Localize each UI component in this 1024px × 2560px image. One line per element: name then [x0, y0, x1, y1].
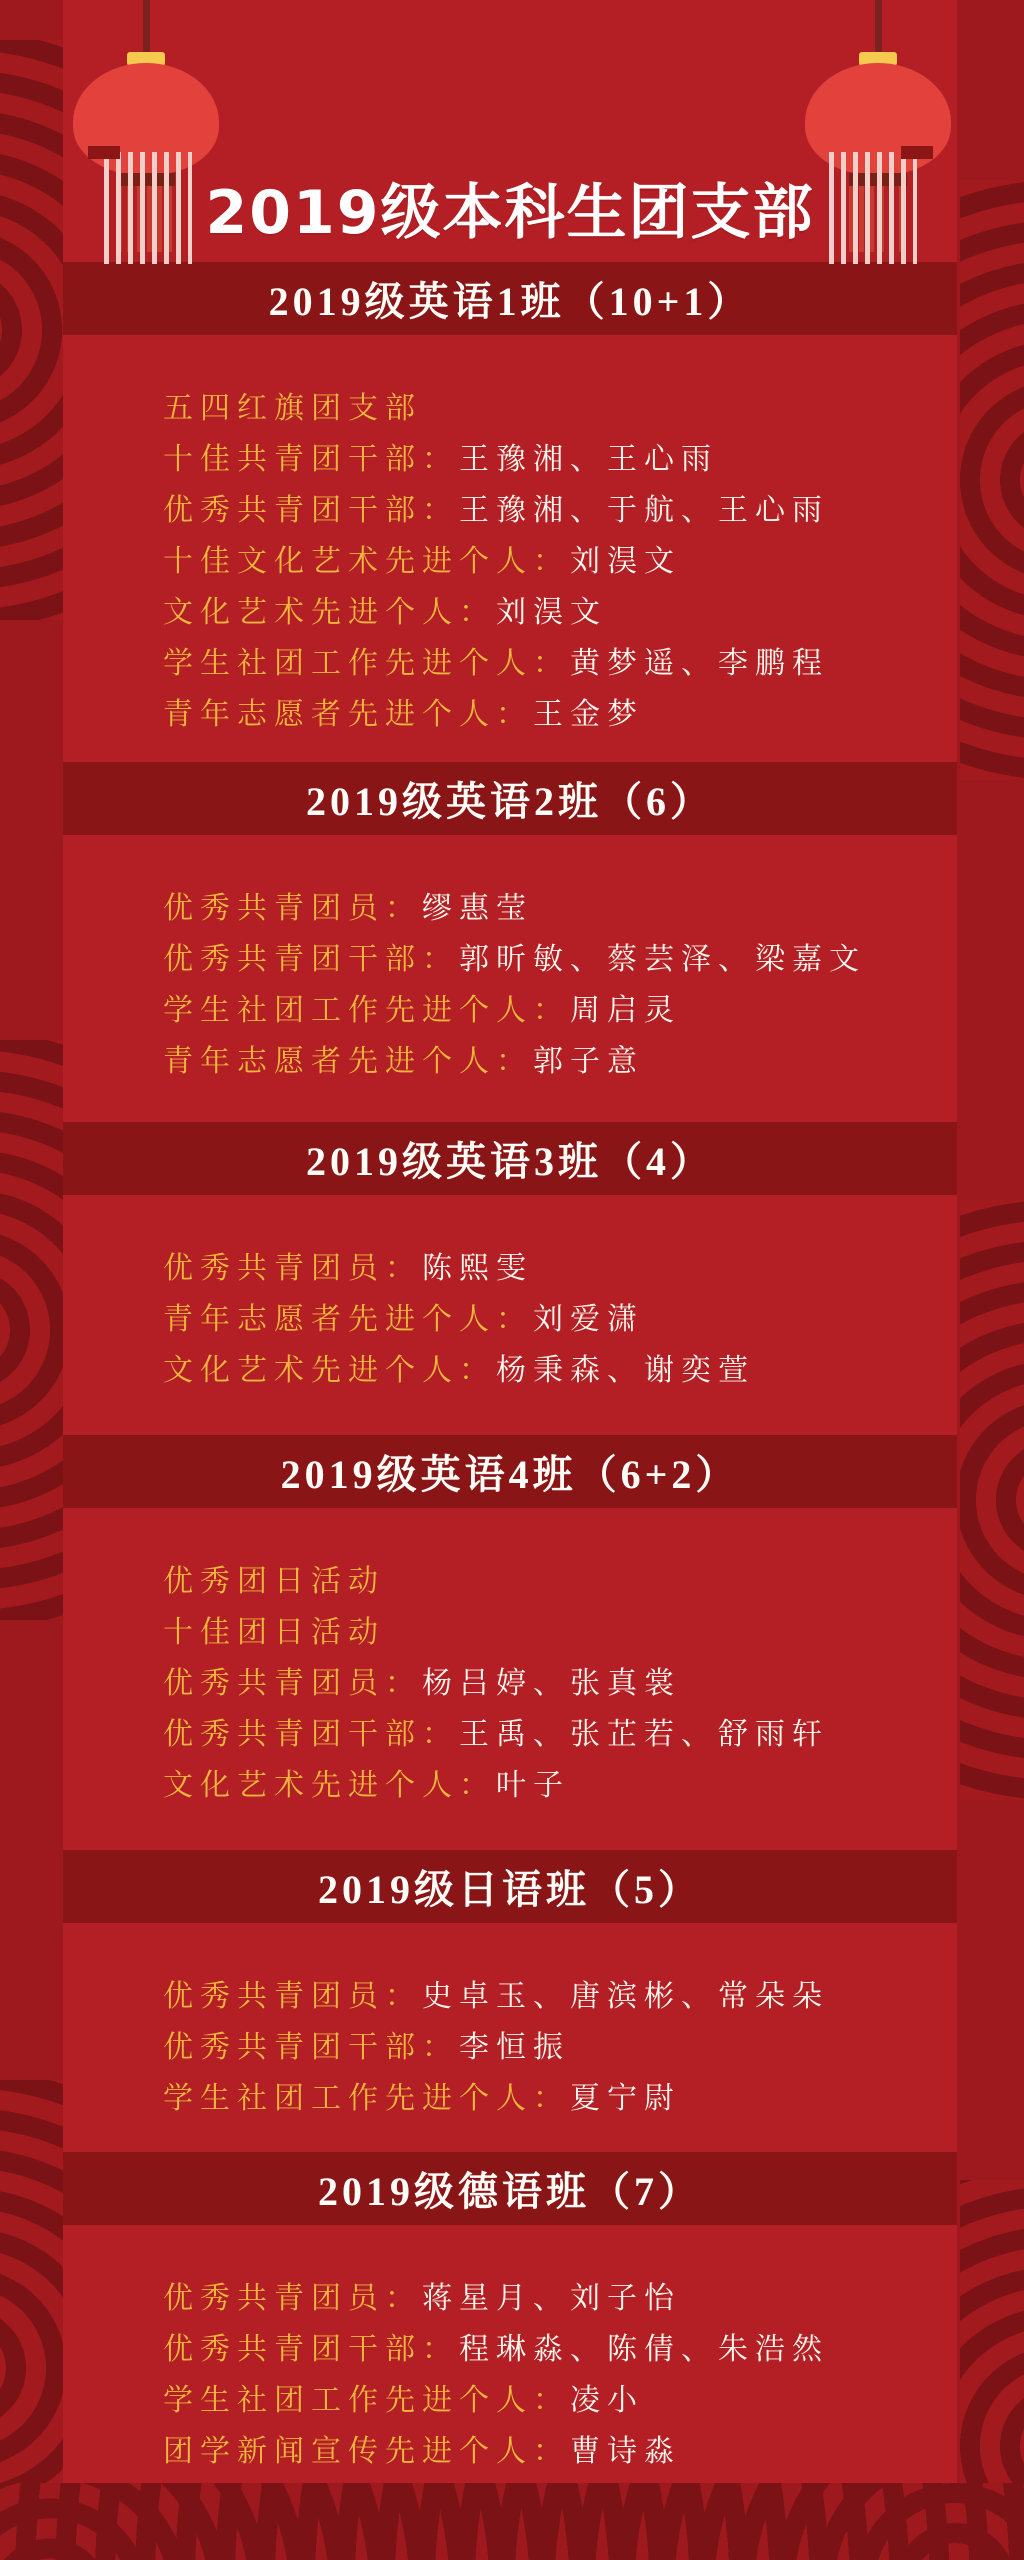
section-title: 2019级英语3班（4） — [306, 1139, 714, 1184]
class-section — [63, 262, 957, 740]
section-title: 2019级日语班（5） — [318, 1867, 702, 1912]
section-title: 2019级英语2班（6） — [306, 779, 714, 824]
award-item — [163, 536, 937, 587]
lantern-string — [143, 0, 150, 52]
award-names: 蒋星月、刘子怡 — [422, 2282, 681, 2315]
award-item — [163, 383, 937, 434]
class-section — [63, 1122, 957, 1396]
award-item — [163, 2273, 937, 2324]
award-list — [63, 2225, 957, 2477]
award-label: 优秀共青团员： — [163, 1667, 422, 1700]
award-label: 优秀共青团干部： — [163, 2031, 459, 2064]
award-label: 青年志愿者先进个人： — [163, 1303, 533, 1336]
award-names: 李恒振 — [459, 2031, 570, 2064]
award-names: 郭子意 — [533, 1045, 644, 1078]
award-names: 程琳淼、陈倩、朱浩然 — [459, 2333, 829, 2366]
award-item — [163, 2426, 937, 2477]
award-label: 学生社团工作先进个人： — [163, 2384, 570, 2417]
award-item — [163, 2324, 937, 2375]
award-list — [63, 835, 957, 1087]
award-label: 优秀共青团干部： — [163, 494, 459, 527]
section-header — [63, 262, 957, 335]
award-label: 优秀团日活动 — [163, 1565, 385, 1598]
section-header — [63, 1850, 957, 1923]
award-names: 刘爱潇 — [533, 1303, 644, 1336]
award-names: 缪惠莹 — [422, 892, 533, 925]
award-names: 王金梦 — [533, 698, 644, 731]
award-list — [63, 1508, 957, 1811]
award-names: 杨吕婷、张真裳 — [422, 1667, 681, 1700]
award-label: 文化艺术先进个人： — [163, 1354, 496, 1387]
award-item — [163, 2375, 937, 2426]
award-label: 文化艺术先进个人： — [163, 596, 496, 629]
award-item — [163, 434, 937, 485]
award-item — [163, 1607, 937, 1658]
award-names: 刘淏文 — [496, 596, 607, 629]
award-item — [163, 1709, 937, 1760]
award-item — [163, 1760, 937, 1811]
award-label: 优秀共青团员： — [163, 1980, 422, 2013]
award-item — [163, 1243, 937, 1294]
award-item — [163, 1294, 937, 1345]
award-names: 郭昕敏、蔡芸泽、梁嘉文 — [459, 943, 866, 976]
award-item — [163, 638, 937, 689]
section-header — [63, 2152, 957, 2225]
award-names: 周启灵 — [570, 994, 681, 1027]
award-names: 凌小 — [570, 2384, 644, 2417]
section-header — [63, 1122, 957, 1195]
award-label: 学生社团工作先进个人： — [163, 647, 570, 680]
title-row — [63, 152, 957, 264]
award-label: 团学新闻宣传先进个人： — [163, 2435, 570, 2468]
award-names: 王豫湘、于航、王心雨 — [459, 494, 829, 527]
award-names: 杨秉森、谢奕萱 — [496, 1354, 755, 1387]
award-label: 十佳文化艺术先进个人： — [163, 545, 570, 578]
award-names: 夏宁尉 — [570, 2082, 681, 2115]
lantern-string — [875, 0, 882, 52]
award-item — [163, 1971, 937, 2022]
award-label: 优秀共青团员： — [163, 892, 422, 925]
award-item — [163, 485, 937, 536]
award-item — [163, 1658, 937, 1709]
award-names: 刘淏文 — [570, 545, 681, 578]
section-title: 2019级英语4班（6+2） — [280, 1452, 740, 1497]
award-list — [63, 335, 957, 740]
award-names: 王豫湘、王心雨 — [459, 443, 718, 476]
award-item — [163, 934, 937, 985]
award-label: 优秀共青团员： — [163, 2282, 422, 2315]
award-names: 陈熙雯 — [422, 1252, 533, 1285]
swirl-pattern — [0, 40, 63, 620]
award-label: 优秀共青团干部： — [163, 943, 459, 976]
section-header — [63, 762, 957, 835]
class-section — [63, 1435, 957, 1811]
swirl-pattern — [960, 1200, 1024, 1800]
section-title: 2019级英语1班（10+1） — [268, 279, 752, 324]
award-item — [163, 1556, 937, 1607]
title-stripe-decoration — [104, 152, 192, 264]
award-label: 五四红旗团支部 — [163, 392, 422, 425]
award-list — [63, 1923, 957, 2124]
award-label: 十佳团日活动 — [163, 1616, 385, 1649]
award-names: 史卓玉、唐滨彬、常朵朵 — [422, 1980, 829, 2013]
award-item — [163, 689, 937, 740]
award-label: 十佳共青团干部： — [163, 443, 459, 476]
award-item — [163, 1036, 937, 1087]
bottom-pattern-strip — [0, 2483, 1024, 2560]
section-header — [63, 1435, 957, 1508]
award-item — [163, 2022, 937, 2073]
award-label: 文化艺术先进个人： — [163, 1769, 496, 1802]
award-item — [163, 985, 937, 1036]
award-label: 学生社团工作先进个人： — [163, 994, 570, 1027]
award-names: 叶子 — [496, 1769, 570, 1802]
award-label: 青年志愿者先进个人： — [163, 698, 533, 731]
poster-panel — [63, 0, 957, 2483]
top-banner — [63, 0, 957, 262]
award-item — [163, 883, 937, 934]
award-label: 青年志愿者先进个人： — [163, 1045, 533, 1078]
poster-title: 2019级本科生团支部 — [205, 178, 815, 248]
award-list — [63, 1195, 957, 1396]
award-label: 优秀共青团干部： — [163, 1718, 459, 1751]
award-label: 优秀共青团员： — [163, 1252, 422, 1285]
award-names: 黄梦遥、李鹏程 — [570, 647, 829, 680]
award-names: 王禹、张芷若、舒雨轩 — [459, 1718, 829, 1751]
award-item — [163, 587, 937, 638]
class-section — [63, 2152, 957, 2477]
title-stripe-decoration — [829, 152, 917, 264]
award-names: 曹诗淼 — [570, 2435, 681, 2468]
award-label: 优秀共青团干部： — [163, 2333, 459, 2366]
section-title: 2019级德语班（7） — [318, 2169, 702, 2214]
swirl-pattern — [960, 180, 1024, 780]
award-item — [163, 2073, 937, 2124]
class-section — [63, 1850, 957, 2124]
swirl-pattern — [0, 1040, 63, 1620]
class-section — [63, 762, 957, 1087]
award-label: 学生社团工作先进个人： — [163, 2082, 570, 2115]
award-item — [163, 1345, 937, 1396]
